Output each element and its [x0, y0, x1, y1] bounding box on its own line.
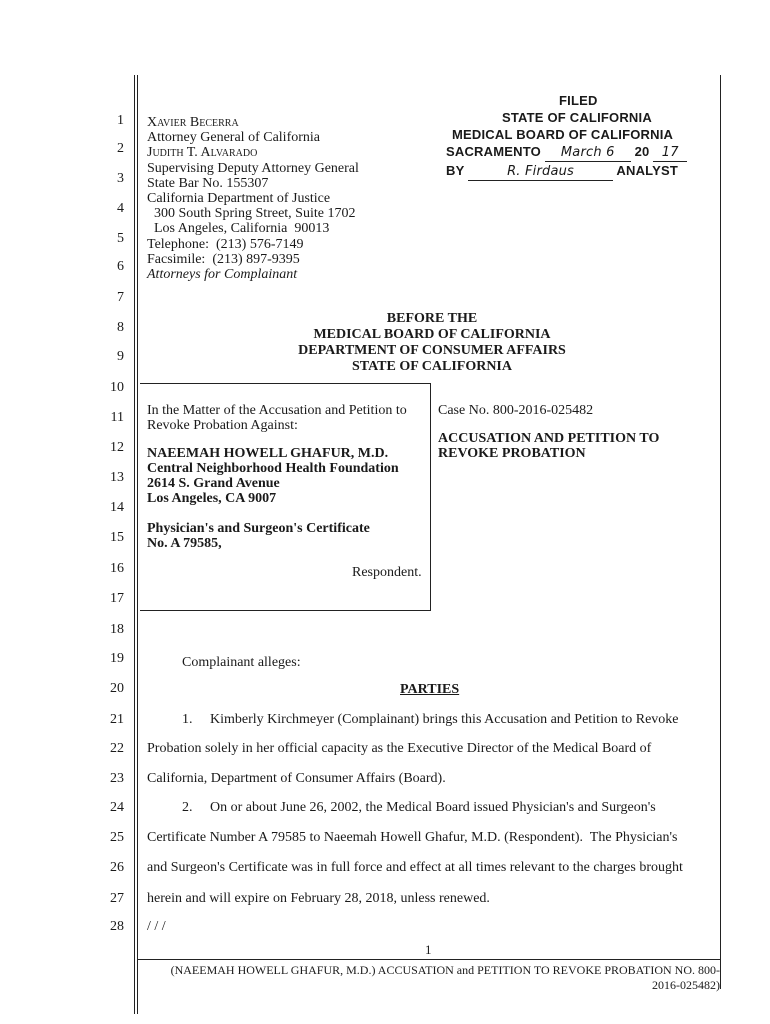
- matter-line-2: Revoke Probation Against:: [147, 418, 298, 433]
- certificate-line-1: Physician's and Surgeon's Certificate: [147, 521, 370, 536]
- line-number: 13: [110, 470, 124, 485]
- line-number: 26: [110, 860, 124, 875]
- filed-year-handwritten: 17: [653, 144, 687, 162]
- body-line: and Surgeon's Certificate was in full force and effect at all times relevant to the charges brought: [147, 860, 683, 875]
- filed-sacramento: SACRAMENTO: [446, 144, 541, 159]
- case-number: Case No. 800-2016-025482: [438, 403, 594, 418]
- board-heading: [140, 311, 724, 375]
- line-number: 27: [110, 891, 124, 906]
- body-line: Certificate Number A 79585 to Naeemah Howell Ghafur, M.D. (Respondent). The Physician's: [147, 830, 678, 845]
- filed-by: BY: [446, 163, 465, 178]
- footer-line-2: 2016-025482): [652, 978, 720, 992]
- line-number: 15: [110, 530, 124, 545]
- footer-rule: [138, 959, 721, 960]
- filed-date-handwritten: March 6: [545, 144, 631, 162]
- body-line: Probation solely in her official capacity as the Executive Director of the Medical Board of: [147, 741, 652, 756]
- line-number: 1: [117, 113, 124, 128]
- parties-heading: PARTIES: [400, 682, 460, 697]
- line-number: 17: [110, 591, 124, 606]
- filed-analyst: ANALYST: [616, 163, 678, 178]
- attorney-line: Supervising Deputy Attorney General: [147, 160, 359, 176]
- document-title-2: REVOKE PROBATION: [438, 446, 586, 461]
- respondent-city: Los Angeles, CA 9007: [147, 491, 277, 506]
- line-number: 22: [110, 741, 124, 756]
- line-number: 12: [110, 440, 124, 455]
- line-number: 21: [110, 712, 124, 727]
- attorney-line: Xavier Becerra: [147, 115, 239, 130]
- line-number: 7: [117, 290, 124, 305]
- filed-sacramento-row: [446, 143, 716, 162]
- line-number: 8: [117, 320, 124, 335]
- attorney-line: Facsimile: (213) 897-9395: [147, 251, 300, 267]
- line-number: 5: [117, 231, 124, 246]
- attorney-line: Attorney General of California: [147, 130, 320, 146]
- filed-year-prefix: 20: [634, 144, 650, 159]
- filed-state: STATE OF CALIFORNIA: [502, 110, 652, 125]
- attorney-line: Attorneys for Complainant: [147, 267, 298, 282]
- line-number: 6: [117, 259, 124, 274]
- line-number: 10: [110, 380, 124, 395]
- certificate-line-2: No. A 79585,: [147, 536, 222, 551]
- filed-by-signature: R. Firdaus: [468, 163, 613, 181]
- filed-stamp: [446, 92, 716, 181]
- line-number: 24: [110, 800, 124, 815]
- line-number: 25: [110, 830, 124, 845]
- left-margin-rule-outer: [134, 75, 135, 1014]
- line-number: 3: [117, 171, 124, 186]
- page-number: 1: [425, 942, 432, 957]
- body-line: herein and will expire on February 28, 2018, unless renewed.: [147, 891, 490, 906]
- document-title-1: ACCUSATION AND PETITION TO: [438, 431, 660, 446]
- matter-line-1: In the Matter of the Accusation and Petition to: [147, 403, 407, 418]
- line-number: 23: [110, 771, 124, 786]
- right-margin-rule: [720, 75, 721, 989]
- respondent-org: Central Neighborhood Health Foundation: [147, 461, 399, 476]
- respondent-name: NAEEMAH HOWELL GHAFUR, M.D.: [147, 446, 389, 461]
- filed-board: MEDICAL BOARD OF CALIFORNIA: [452, 127, 674, 142]
- heading-line-2: MEDICAL BOARD OF CALIFORNIA: [313, 327, 551, 342]
- body-line: California, Department of Consumer Affairs (Board).: [147, 771, 446, 786]
- attorney-line: State Bar No. 155307: [147, 175, 269, 191]
- body-line: 2. On or about June 26, 2002, the Medical Board issued Physician's and Surgeon's: [182, 800, 656, 815]
- heading-line-3: DEPARTMENT OF CONSUMER AFFAIRS: [298, 343, 566, 358]
- filed-label: FILED: [559, 93, 598, 108]
- respondent-street: 2614 S. Grand Avenue: [147, 476, 280, 491]
- body-line: / / /: [147, 919, 166, 934]
- line-number: 9: [117, 349, 124, 364]
- footer-line-1: (NAEEMAH HOWELL GHAFUR, M.D.) ACCUSATION and PETITION TO REVOKE PROBATION NO. 800-: [170, 963, 720, 977]
- attorney-line: Judith T. Alvarado: [147, 145, 258, 161]
- line-number: 4: [117, 201, 124, 216]
- heading-line-1: BEFORE THE: [386, 311, 478, 326]
- line-number: 19: [110, 651, 124, 666]
- filed-by-row: [446, 162, 716, 181]
- attorney-line: Los Angeles, California 90013: [147, 221, 330, 237]
- attorney-line: Telephone: (213) 576-7149: [147, 236, 304, 252]
- complainant-alleges: Complainant alleges:: [182, 655, 301, 670]
- line-number: 16: [110, 561, 124, 576]
- line-number: 14: [110, 500, 124, 515]
- footer-caption: [140, 963, 720, 993]
- attorney-line: California Department of Justice: [147, 191, 331, 206]
- line-number: 18: [110, 622, 124, 637]
- line-number: 2: [117, 141, 124, 156]
- body-line: 1. Kimberly Kirchmeyer (Complainant) brings this Accusation and Petition to Revoke: [182, 712, 679, 727]
- line-number: 28: [110, 919, 124, 934]
- line-number: 11: [110, 410, 124, 425]
- left-margin-rule-inner: [137, 75, 138, 1014]
- heading-line-4: STATE OF CALIFORNIA: [352, 359, 512, 374]
- attorney-line: 300 South Spring Street, Suite 1702: [147, 206, 356, 222]
- respondent-label: Respondent.: [352, 565, 422, 580]
- line-number: 20: [110, 681, 124, 696]
